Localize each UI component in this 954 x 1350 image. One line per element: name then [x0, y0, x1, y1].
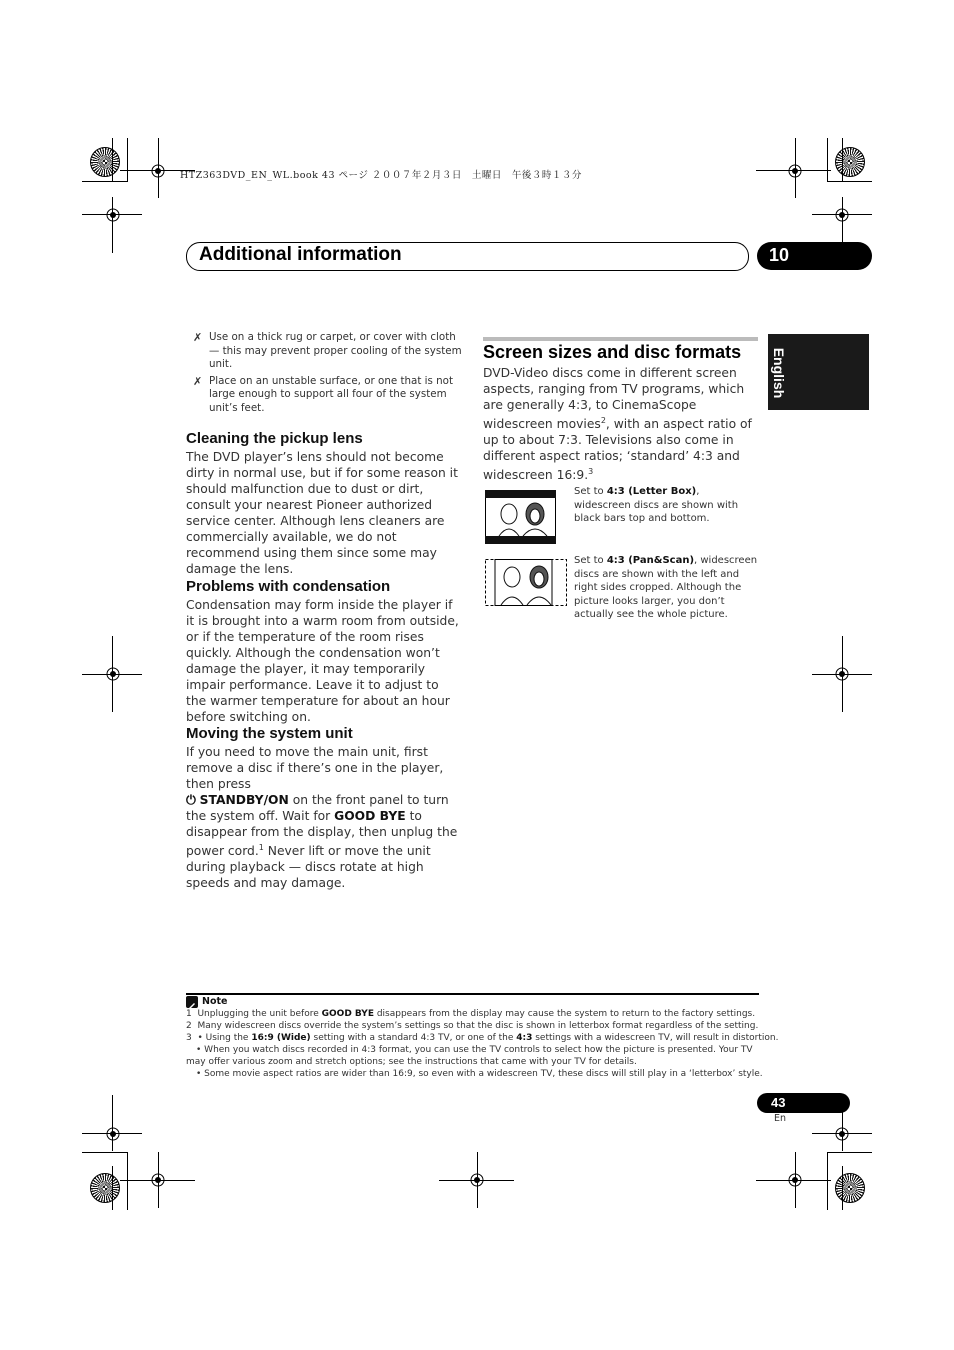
- list-item: [193, 331, 463, 372]
- cross-icon: ✗: [193, 331, 203, 344]
- section-heading: Problems with condensation: [186, 578, 391, 595]
- section-body: The DVD player’s lens should not become dirty in normal use, but if for some reason it should malfunction due to dust or dirt, consult your nearest Pioneer authorized service center. Although lens cleaners are commercially available, we do not recommend using them since some may damage the lens.: [186, 450, 458, 576]
- registration-mark-icon: [829, 1121, 855, 1147]
- footnote-number: 2: [186, 1021, 192, 1031]
- footnote: • When you watch discs recorded in 4:3 format, you can use the TV controls to select how the picture is presented. Your TV: [196, 1045, 753, 1055]
- text-run: DVD-Video discs come in different screen aspects, ranging from TV programs, which are generally 4:3, to CinemaScope widescreen movies: [483, 366, 745, 432]
- pan-scan-illustration: [485, 559, 567, 606]
- note-pencil-icon: [186, 996, 198, 1008]
- text-run: , with an aspect ratio of up to about 7:3. Televisions also come in different aspect ratios; ‘standard’ 4:3 and widescreen 16:9.: [483, 417, 752, 483]
- text-run: on the front panel to turn the system off. Wait for: [186, 793, 449, 823]
- text-run: 4:3: [516, 1033, 533, 1043]
- registration-mark-icon: [145, 1167, 171, 1193]
- book-header: HTZ363DVD_EN_WL.book 43 ページ ２００７年２月３日 土曜日 午後３時１３分: [180, 170, 582, 181]
- page-number: 43: [771, 1095, 786, 1110]
- section-body: Condensation may form inside the player if it is brought into a warm room from outside, or if the temperature of the room rises quickly. Although the condensation won’t damage the player, it may temporarily impair performance. Leave it to adjust to the warmer temperature for about an hour before switching on.: [186, 598, 459, 724]
- section-rule: [483, 337, 758, 341]
- note-rule: [186, 993, 759, 995]
- note-label: Note: [202, 996, 228, 1007]
- text-run: GOOD BYE: [321, 1009, 374, 1019]
- registration-mark-icon: [100, 1121, 126, 1147]
- button-name: STANDBY/ON: [199, 793, 289, 807]
- text-run: Many widescreen discs override the system’s settings so that the disc is shown in letterbox format regardless of the setting.: [197, 1021, 759, 1031]
- list-item-text: Use on a thick rug or carpet, or cover with cloth — this may prevent proper cooling of the system unit.: [209, 331, 462, 370]
- registration-target-icon: [835, 147, 865, 177]
- text-run: disappears from the display may cause the system to return to the factory settings.: [373, 1009, 756, 1019]
- section-moving: [186, 725, 462, 891]
- registration-mark-icon: [100, 202, 126, 228]
- text-run: Set to: [574, 555, 607, 566]
- footnote-number: 3: [186, 1033, 192, 1043]
- footnote: [186, 1032, 779, 1044]
- registration-target-icon: [90, 147, 120, 177]
- text-run: 16:9 (Wide): [251, 1033, 311, 1043]
- footnote: [186, 1008, 766, 1020]
- section-body: [483, 365, 761, 483]
- chapter-title: Additional information: [199, 244, 402, 265]
- registration-mark-icon: [782, 1167, 808, 1193]
- text-run: • Using the: [197, 1033, 252, 1043]
- text-run: Set to: [574, 486, 607, 497]
- footnote: • Some movie aspect ratios are wider than 16:9, so even with a widescreen TV, these discs will still play in a ‘letterbox’ style.: [196, 1069, 763, 1079]
- format-caption: [574, 485, 759, 526]
- list-item-text: Place on an unstable surface, or one that is not large enough to support all four of the system unit’s feet.: [209, 374, 454, 414]
- footnote-ref: 3: [588, 467, 594, 477]
- footnote: may offer various zoom and stretch options; see the instructions that came with your TV for details.: [186, 1057, 637, 1067]
- section-heading: Cleaning the pickup lens: [186, 430, 363, 447]
- registration-mark-icon: [829, 202, 855, 228]
- section-heading-screen: Screen sizes and disc formats: [483, 342, 742, 362]
- section-body: [186, 744, 462, 891]
- text-run: If you need to move the main unit, first remove a disc if there’s one in the player, then press: [186, 745, 444, 791]
- text-run: settings with a widescreen TV, will result in distortion.: [532, 1033, 779, 1043]
- footnote-ref: 1: [258, 843, 264, 852]
- cross-icon: ✗: [193, 374, 203, 388]
- setting-name: 4:3 (Letter Box): [606, 486, 697, 497]
- section-condensation: [186, 578, 462, 725]
- power-icon: ⏻: [186, 793, 196, 807]
- registration-target-icon: [835, 1173, 865, 1203]
- page-language: En: [774, 1113, 787, 1124]
- footnote-number: 1: [186, 1009, 192, 1019]
- registration-mark-icon: [100, 661, 126, 687]
- caution-list: [193, 331, 463, 418]
- section-heading: Moving the system unit: [186, 725, 353, 742]
- registration-mark-icon: [782, 158, 808, 184]
- text-run: , widescreen discs are shown with the left and right sides cropped. Although the picture looks larger, you don’t actually see the whole picture.: [574, 555, 758, 620]
- text-run: to disappear from the display, then unplug the power cord.: [186, 809, 458, 859]
- list-item: [193, 375, 463, 416]
- language-tab-label: English: [771, 347, 787, 399]
- registration-mark-icon: [464, 1167, 490, 1193]
- text-run: Never lift or move the unit during playback — discs rotate at high speeds and may damage.: [186, 844, 431, 891]
- text-run: setting with a standard 4:3 TV, or one of the: [310, 1033, 517, 1043]
- section-cleaning: [186, 430, 462, 577]
- format-caption: [574, 554, 759, 622]
- chapter-number: 10: [769, 245, 790, 265]
- registration-mark-icon: [829, 661, 855, 687]
- letterbox-illustration: [485, 490, 556, 544]
- display-message: GOOD BYE: [334, 809, 406, 823]
- text-run: , widescreen discs are shown with black bars top and bottom.: [574, 486, 739, 524]
- registration-mark-icon: [145, 158, 171, 184]
- setting-name: 4:3 (Pan&Scan): [606, 555, 695, 566]
- footnote: [186, 1020, 766, 1032]
- registration-target-icon: [90, 1173, 120, 1203]
- footnote-ref: 2: [600, 416, 606, 425]
- text-run: Unplugging the unit before: [197, 1009, 322, 1019]
